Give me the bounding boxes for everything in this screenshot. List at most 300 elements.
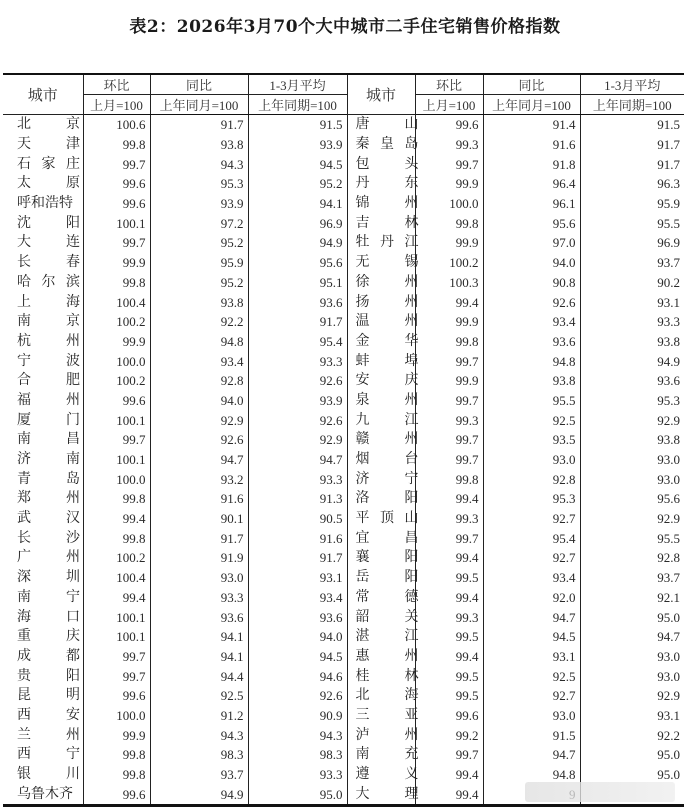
city-char: 兰 [17,726,31,743]
header-avg-right: 1-3月平均 [580,74,684,95]
city-char: 州 [404,726,419,743]
city-name [347,194,419,214]
mom-value: 99.4 [415,784,483,805]
city-char: 天 [17,136,31,153]
city-char: 庆 [66,628,80,645]
yoy-value: 93.8 [150,292,248,312]
mom-value: 99.9 [415,371,483,391]
mom-value: 99.4 [415,765,483,785]
city-char: 津 [66,136,80,153]
city-char: 州 [66,549,80,566]
city-char: 江 [404,411,419,428]
city-name [347,213,419,233]
mom-value: 100.1 [83,450,150,470]
city-char: 福 [17,391,31,408]
mom-value: 99.9 [415,174,483,194]
city-name [347,371,419,391]
city-name [347,469,419,489]
mom-value: 99.7 [83,154,150,174]
mom-value: 99.9 [415,233,483,253]
avg-value: 93.1 [580,706,684,726]
avg-value: 93.7 [580,568,684,588]
table-row [3,627,684,647]
city-char: 济 [17,451,31,468]
yoy-value: 91.6 [483,135,580,155]
yoy-value: 94.8 [483,765,580,785]
city-char: 秦 [355,136,370,153]
city-char: 惠 [355,647,370,664]
mom-value: 100.0 [83,469,150,489]
mom-value: 99.7 [83,233,150,253]
yoy-value: 92.7 [483,509,580,529]
city-name [3,765,83,785]
city-char: 海 [17,608,31,625]
city-char: 汉 [66,510,80,527]
city-char: 州 [66,391,80,408]
yoy-value: 95.6 [483,213,580,233]
city-name [347,273,419,293]
avg-value: 91.7 [580,154,684,174]
yoy-value: 93.6 [150,607,248,627]
city-char: 北 [355,687,370,704]
city-char: 州 [66,490,80,507]
city-name [347,115,419,135]
avg-value: 95.5 [580,213,684,233]
table-row [3,391,684,411]
yoy-value: 94.3 [150,725,248,745]
yoy-value: 93.8 [483,371,580,391]
yoy-value: 90.8 [483,273,580,293]
city-name [3,725,83,745]
city-name [3,627,83,647]
avg-value: 93.1 [248,568,347,588]
mom-value: 99.3 [415,410,483,430]
city-char: 头 [404,155,419,172]
mom-value: 99.7 [415,745,483,765]
city-name [347,765,419,785]
yoy-value: 92.5 [483,410,580,430]
city-char: 明 [66,687,80,704]
header-mom-base-left: 上月=100 [83,95,150,115]
mom-value: 99.7 [415,430,483,450]
mom-value: 100.2 [83,548,150,568]
city-char: 北 [17,116,31,133]
city-char: 山 [404,116,419,133]
table-row [3,213,684,233]
city-name [347,233,419,253]
city-char: 南 [355,746,370,763]
price-index-table [3,73,684,807]
city-char: 呼和浩特 [17,195,73,212]
city-char: 温 [355,313,370,330]
city-char: 乌鲁木齐 [17,785,73,802]
table-body [3,115,684,806]
yoy-value: 91.6 [150,489,248,509]
city-char: 襄 [355,549,370,566]
avg-value: 93.6 [248,292,347,312]
city-char: 哈 [17,273,31,290]
avg-value: 94.7 [580,627,684,647]
yoy-value: 92.7 [483,548,580,568]
table-row [3,489,684,509]
yoy-value: 91.9 [150,548,248,568]
yoy-value: 91.8 [483,154,580,174]
city-char: 烟 [355,451,370,468]
mom-value: 99.5 [415,568,483,588]
city-char: 蚌 [355,352,370,369]
city-name [347,430,419,450]
mom-value: 100.3 [415,273,483,293]
mom-value: 99.4 [83,588,150,608]
yoy-value: 94.1 [150,627,248,647]
mom-value: 99.8 [415,332,483,352]
city-char: 庆 [404,372,419,389]
city-char: 岳 [355,569,370,586]
table-row [3,312,684,332]
city-char: 东 [404,175,419,192]
yoy-value: 91.2 [150,706,248,726]
yoy-value: 91.7 [150,528,248,548]
city-char: 州 [66,726,80,743]
table-row [3,332,684,352]
city-char: 林 [404,667,419,684]
avg-value: 92.9 [248,430,347,450]
city-name [347,312,419,332]
avg-value: 92.8 [580,548,684,568]
avg-value: 92.2 [580,725,684,745]
table-row [3,135,684,155]
city-char: 南 [17,431,31,448]
city-char: 青 [17,470,31,487]
avg-value: 94.3 [248,725,347,745]
city-char: 成 [17,647,31,664]
mom-value: 100.0 [83,706,150,726]
avg-value: 91.7 [248,548,347,568]
city-char: 安 [66,706,80,723]
avg-value: 93.3 [248,469,347,489]
avg-value: 94.0 [248,627,347,647]
city-name [347,410,419,430]
yoy-value: 94.7 [483,745,580,765]
yoy-value: 96.1 [483,194,580,214]
yoy-value: 92.6 [483,292,580,312]
city-name [3,686,83,706]
header-mom-right: 环比 [415,74,483,95]
avg-value: 96.9 [248,213,347,233]
city-char: 大 [355,785,370,802]
yoy-value: 94.8 [150,332,248,352]
avg-value: 93.6 [248,607,347,627]
header-avg-base-left: 上年同期=100 [248,95,347,115]
mom-value: 99.8 [83,273,150,293]
avg-value: 91.5 [580,115,684,135]
city-char: 岛 [404,136,419,153]
city-char: 丹 [355,175,370,192]
city-char: 三 [355,706,370,723]
city-char: 江 [404,628,419,645]
city-char: 唐 [355,116,370,133]
city-char: 波 [66,352,80,369]
city-char: 连 [66,234,80,251]
table-row [3,588,684,608]
city-name [3,194,83,214]
mom-value: 100.2 [415,253,483,273]
header-mom-left: 环比 [83,74,150,95]
city-name [347,784,419,805]
city-char: 宁 [17,352,31,369]
avg-value: 98.3 [248,745,347,765]
yoy-value: 91.4 [483,115,580,135]
table-row [3,568,684,588]
mom-value: 99.9 [415,312,483,332]
city-char: 海 [404,687,419,704]
yoy-value: 92.8 [150,371,248,391]
city-name [3,332,83,352]
city-name [3,213,83,233]
avg-value: 93.8 [580,430,684,450]
avg-value: 90.2 [580,273,684,293]
city-name [3,391,83,411]
mom-value: 99.7 [415,450,483,470]
avg-value: 95.0 [248,784,347,805]
avg-value: 93.6 [580,371,684,391]
avg-value: 92.9 [580,686,684,706]
avg-value: 92.9 [580,410,684,430]
city-char: 长 [17,254,31,271]
city-name [347,292,419,312]
city-char: 遵 [355,766,370,783]
city-name [3,135,83,155]
yoy-value: 94.5 [483,627,580,647]
mom-value: 100.1 [83,410,150,430]
city-char: 常 [355,588,370,605]
mom-value: 99.8 [415,469,483,489]
city-char: 滨 [66,273,80,290]
yoy-value: 94.0 [150,391,248,411]
table-row [3,371,684,391]
city-char: 阳 [404,490,419,507]
header-avg-left: 1-3月平均 [248,74,347,95]
city-char: 宁 [66,746,80,763]
city-name [3,273,83,293]
city-name [3,588,83,608]
city-name [3,115,83,135]
mom-value: 99.7 [415,351,483,371]
mom-value: 99.4 [415,647,483,667]
yoy-value: 95.2 [150,273,248,293]
yoy-value: 98.3 [150,745,248,765]
table-row [3,686,684,706]
city-char: 州 [66,332,80,349]
city-char: 深 [17,569,31,586]
avg-value: 95.9 [580,194,684,214]
city-char: 肥 [66,372,80,389]
avg-value: 95.2 [248,174,347,194]
city-char: 沙 [66,529,80,546]
city-name [3,745,83,765]
yoy-value: 94.8 [483,351,580,371]
mom-value: 100.4 [83,292,150,312]
city-char: 丹 [380,234,394,251]
city-char: 理 [404,785,419,802]
city-name [3,607,83,627]
city-name [347,745,419,765]
city-char: 海 [66,293,80,310]
city-char: 广 [17,549,31,566]
avg-value: 94.9 [248,233,347,253]
yoy-value: 92.7 [483,686,580,706]
city-char: 金 [355,332,370,349]
avg-value: 96.9 [580,233,684,253]
city-char: 武 [17,510,31,527]
yoy-value: 93.9 [150,194,248,214]
city-char: 徐 [355,273,370,290]
avg-value: 93.9 [248,135,347,155]
table-row [3,725,684,745]
table-row [3,292,684,312]
mom-value: 99.4 [415,588,483,608]
table-row [3,273,684,293]
city-char: 平 [355,510,370,527]
yoy-value: 92.0 [483,588,580,608]
city-name [347,647,419,667]
city-char: 石 [17,155,31,172]
avg-value: 93.9 [248,391,347,411]
city-char: 州 [404,195,419,212]
yoy-value: 94.1 [150,647,248,667]
mom-value: 100.2 [83,371,150,391]
yoy-value: 96.4 [483,174,580,194]
avg-value: 93.3 [580,312,684,332]
avg-value: 95.0 [580,607,684,627]
mom-value: 99.7 [83,430,150,450]
city-name [347,253,419,273]
city-char: 杭 [17,332,31,349]
city-name [3,509,83,529]
city-char: 郑 [17,490,31,507]
city-char: 南 [17,588,31,605]
mom-value: 99.7 [83,666,150,686]
mom-value: 99.5 [415,686,483,706]
city-char: 圳 [66,569,80,586]
city-char: 尔 [41,273,56,290]
yoy-value: 95.2 [150,233,248,253]
city-char: 扬 [355,293,370,310]
city-name [347,548,419,568]
city-char: 州 [404,647,419,664]
mom-value: 99.5 [415,666,483,686]
mom-value: 99.6 [83,194,150,214]
yoy-value: 93.8 [150,135,248,155]
avg-value: 93.3 [248,351,347,371]
mom-value: 99.7 [415,528,483,548]
city-name [3,666,83,686]
city-name [347,706,419,726]
avg-value: 92.6 [248,410,347,430]
avg-value: 91.7 [248,312,347,332]
city-char: 州 [404,293,419,310]
avg-value: 95.0 [580,765,684,785]
mom-value: 99.6 [83,174,150,194]
header-yoy-right: 同比 [483,74,580,95]
mom-value: 100.1 [83,213,150,233]
yoy-value: 94.0 [483,253,580,273]
header-city-right: 城市 [347,74,415,115]
avg-value: 95.3 [580,391,684,411]
yoy-value: 93.6 [483,332,580,352]
city-char: 原 [66,175,80,192]
city-char: 昆 [17,687,31,704]
city-char: 昌 [66,431,80,448]
yoy-value: 91.7 [150,115,248,135]
yoy-value: 93.0 [483,450,580,470]
city-char: 春 [66,254,80,271]
yoy-value: 94.7 [483,607,580,627]
city-char: 长 [17,529,31,546]
mom-value: 99.6 [415,706,483,726]
city-char: 岛 [66,470,80,487]
yoy-value: 93.7 [150,765,248,785]
table-row [3,194,684,214]
yoy-value: 93.2 [150,469,248,489]
mom-value: 99.8 [83,489,150,509]
mom-value: 99.8 [83,745,150,765]
avg-value: 92.6 [248,686,347,706]
city-char: 昌 [404,529,419,546]
mom-value: 99.7 [415,154,483,174]
city-char: 林 [404,214,419,231]
city-char: 阳 [404,569,419,586]
yoy-value: 92.5 [483,666,580,686]
city-char: 沈 [17,214,31,231]
table-title: 表2：2026年3月70个大中城市二手住宅销售价格指数 [129,17,561,37]
avg-value: 94.7 [248,450,347,470]
city-name [3,489,83,509]
city-char: 宁 [404,470,419,487]
city-name [347,666,419,686]
table-row [3,115,684,135]
city-char: 赣 [355,431,370,448]
mom-value: 99.8 [83,135,150,155]
yoy-value: 97.2 [150,213,248,233]
city-char: 义 [404,766,419,783]
city-char: 安 [355,372,370,389]
city-name [347,686,419,706]
avg-value: 95.6 [248,253,347,273]
city-name [347,391,419,411]
city-char: 关 [404,608,419,625]
mom-value: 99.9 [83,253,150,273]
city-char: 九 [355,411,370,428]
table-row [3,351,684,371]
city-name [3,548,83,568]
avg-value: 91.3 [248,489,347,509]
yoy-value: 95.4 [483,528,580,548]
city-name [3,706,83,726]
yoy-value: 93.4 [483,568,580,588]
avg-value: 94.9 [580,351,684,371]
city-name [347,725,419,745]
city-name [347,588,419,608]
header-avg-base-right: 上年同期=100 [580,95,684,115]
mom-value: 99.9 [83,332,150,352]
header-mom-base-right: 上月=100 [415,95,483,115]
city-char: 亚 [404,706,419,723]
city-char: 京 [66,313,80,330]
avg-value: 95.6 [580,489,684,509]
city-name [3,292,83,312]
avg-value: 91.6 [248,528,347,548]
